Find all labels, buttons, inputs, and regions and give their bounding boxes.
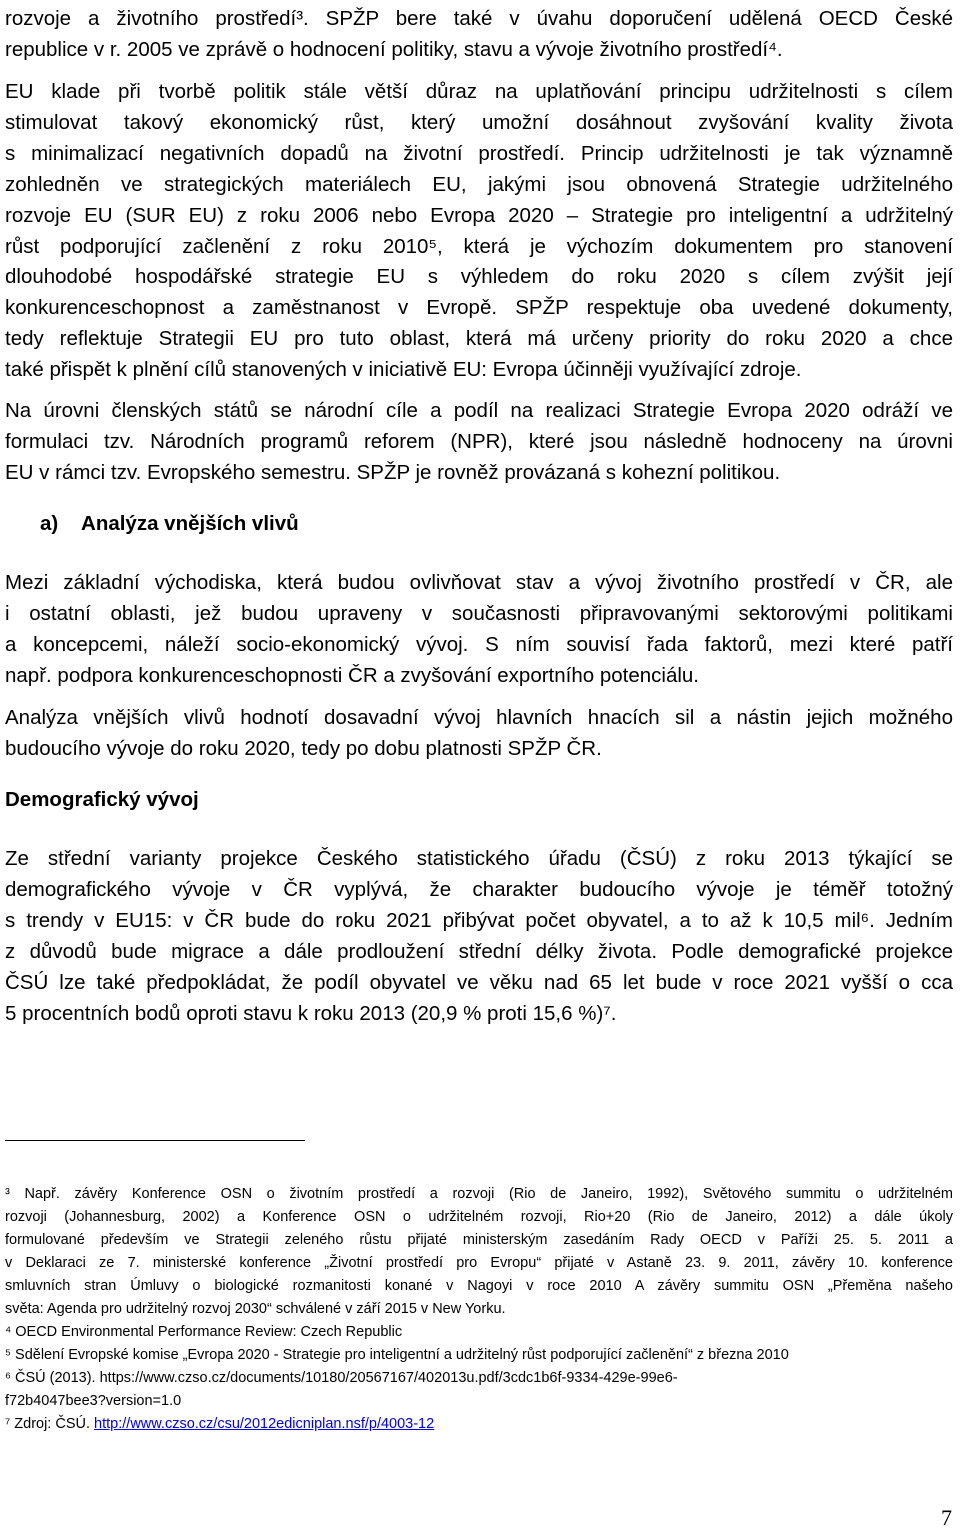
text-line: ČSÚ lze také předpokládat, že podíl obyvatel ve věku nad 65 let bude v roce 2021 vyšší o cca: [5, 971, 953, 994]
footnote-line: rozvoji (Johannesburg, 2002) a Konference OSN o udržitelném rozvoji, Rio+20 (Rio de Janeiro, 2012) a dále úkoly: [5, 1209, 953, 1225]
footnote-separator: [5, 1140, 305, 1141]
text-line: zohledněn ve strategických materiálech EU, jakými jsou obnovená Strategie udržitelného: [5, 173, 953, 196]
text-line: republice v r. 2005 ve zprávě o hodnocení politiky, stavu a vývoje životního prostředí⁴.: [5, 38, 783, 61]
text-line: dlouhodobé hospodářské strategie EU s výhledem do roku 2020 s cílem zvýšit její: [5, 265, 953, 288]
text-line: demografického vývoje v ČR vyplývá, že charakter budoucího vývoje je téměř totožný: [5, 878, 953, 901]
footnote-7-prefix: ⁷ Zdroj: ČSÚ.: [5, 1416, 95, 1432]
text-line: růst podporující začlenění z roku 2010⁵, která je výchozím dokumentem pro stanovení: [5, 235, 953, 258]
text-line: budoucího vývoje do roku 2020, tedy po dobu platnosti SPŽP ČR.: [5, 737, 602, 760]
text-line: i ostatní oblasti, jež budou upraveny v současnosti připravovanými sektorovými politikami: [5, 602, 953, 625]
section-heading-demography: Demografický vývoj: [5, 788, 199, 811]
footnote-line: ⁶ ČSÚ (2013). https://www.czso.cz/documents/10180/20567167/402013u.pdf/3cdc1b6f-9334-429e-99e6-: [5, 1370, 678, 1386]
footnote-line: v Deklaraci ze 7. ministerské konference „Životní prostředí pro Evropu“ přijaté v Astaně 23. 9. 2011, závěry 10. konference: [5, 1255, 953, 1271]
page-number: 7: [941, 1505, 952, 1530]
text-line: a koncepcemi, náleží socio-ekonomický vývoj. S ním souvisí řada faktorů, mezi které patří: [5, 633, 953, 656]
text-line: Ze střední varianty projekce Českého statistického úřadu (ČSÚ) z roku 2013 týkající se: [5, 847, 953, 870]
section-heading-external-influences: a) Analýza vnějších vlivů: [40, 512, 299, 535]
footnote-line: ⁵ Sdělení Evropské komise „Evropa 2020 - Strategie pro inteligentní a udržitelný růst podporující začlenění“ z března 2010: [5, 1347, 789, 1363]
text-line: rozvoje a životního prostředí³. SPŽP bere také v úvahu doporučení udělená OECD České: [5, 7, 953, 30]
text-line: rozvoje EU (SUR EU) z roku 2006 nebo Evropa 2020 – Strategie pro inteligentní a udržitelný: [5, 204, 953, 227]
text-line: EU klade při tvorbě politik stále větší důraz na uplatňování principu udržitelnosti s cílem: [5, 80, 953, 103]
footnote-line: formulované především ve Strategii zeleného růstu přijaté ministerským zasedáním Rady OECD v Paříži 25. 5. 2011 a: [5, 1232, 953, 1248]
text-line: Analýza vnějších vlivů hodnotí dosavadní vývoj hlavních hnacích sil a nástin jejich možného: [5, 706, 953, 729]
text-line: Mezi základní východiska, která budou ovlivňovat stav a vývoj životního prostředí v ČR, ale: [5, 571, 953, 594]
text-line: EU v rámci tzv. Evropského semestru. SPŽP je rovněž provázaná s kohezní politikou.: [5, 461, 781, 484]
footnote-line: světa: Agenda pro udržitelný rozvoj 2030“ schválené v září 2015 v New Yorku.: [5, 1301, 506, 1317]
text-line: s trendy v EU15: v ČR bude do roku 2021 přibývat počet obyvatel, a to až k 10,5 mil⁶. Jedním: [5, 909, 953, 932]
text-line: také přispět k plnění cílů stanovených v iniciativě EU: Evropa účinněji využívající zdroje.: [5, 358, 802, 381]
footnote-7-link[interactable]: http://www.czso.cz/csu/2012edicniplan.nsf/p/4003-12: [94, 1416, 435, 1432]
text-line: Na úrovni členských států se národní cíle a podíl na realizaci Strategie Evropa 2020 odráží ve: [5, 399, 953, 422]
text-line: formulaci tzv. Národních programů reforem (NPR), které jsou následně hodnoceny na úrovni: [5, 430, 953, 453]
text-line: např. podpora konkurenceschopnosti ČR a zvyšování exportního potenciálu.: [5, 664, 700, 687]
footnote-line: ³ Např. závěry Konference OSN o životním prostředí a rozvoji (Rio de Janeiro, 1992), Světového summitu o udržitelném: [5, 1186, 953, 1202]
footnote-line: f72b4047bee3?version=1.0: [5, 1393, 182, 1409]
text-line: stimulovat takový ekonomický růst, který umožní dosáhnout zvyšování kvality života: [5, 111, 953, 134]
text-line: konkurenceschopnost a zaměstnanost v Evropě. SPŽP respektuje oba uvedené dokumenty,: [5, 296, 953, 319]
text-line: z důvodů bude migrace a dále prodloužení střední délky života. Podle demografické projekce: [5, 940, 953, 963]
footnote-line: ⁴ OECD Environmental Performance Review: Czech Republic: [5, 1324, 403, 1340]
text-line: s minimalizací negativních dopadů na životní prostředí. Princip udržitelnosti je tak významně: [5, 142, 953, 165]
footnote-line: [5, 1416, 434, 1432]
text-line: 5 procentních bodů oproti stavu k roku 2013 (20,9 % proti 15,6 %)⁷.: [5, 1002, 617, 1025]
footnote-line: smluvních stran Úmluvy o biologické rozmanitosti konané v Nagoyi v roce 2010 A závěry summitu OSN „Přeměna našeho: [5, 1278, 953, 1294]
text-line: tedy reflektuje Strategii EU pro tuto oblast, která má určeny priority do roku 2020 a chce: [5, 327, 953, 350]
